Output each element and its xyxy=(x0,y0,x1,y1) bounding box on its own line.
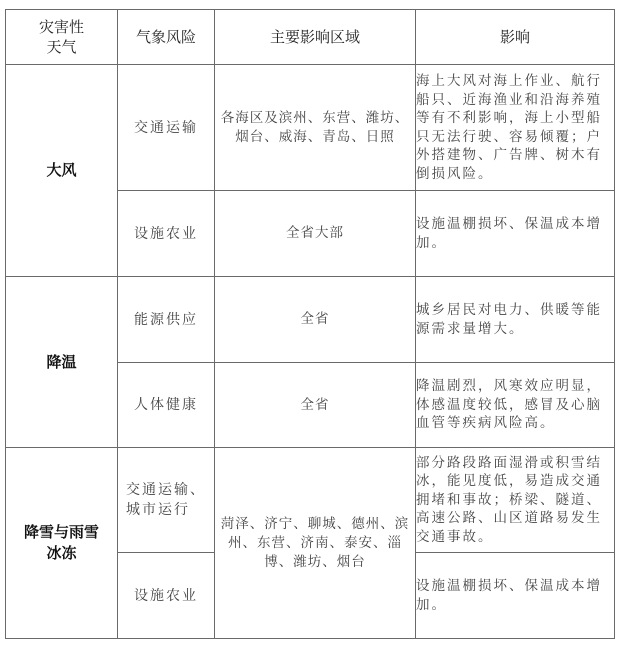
risk-cell: 设施农业 xyxy=(118,553,215,639)
header-hazard-line2: 天气 xyxy=(46,38,77,56)
table-row xyxy=(6,448,615,553)
region-cell: 全省 xyxy=(215,363,416,448)
table-row xyxy=(6,65,615,191)
impact-cell: 海上大风对海上作业、航行船只、近海渔业和沿海养殖等有不利影响，海上小型船只无法行驶、容易倾覆；户外搭建物、广告牌、树木有倒损风险。 xyxy=(416,65,615,191)
risk-cell: 能源供应 xyxy=(118,277,215,363)
impact-cell: 设施温棚损坏、保温成本增加。 xyxy=(416,553,615,639)
hazard-cell: 降雪与雨雪冰冻 xyxy=(6,448,118,639)
header-hazard xyxy=(6,10,118,65)
impact-cell: 降温剧烈，风寒效应明显，体感温度较低，感冒及心脑血管等疾病风险高。 xyxy=(416,363,615,448)
hazard-cell: 大风 xyxy=(6,65,118,277)
impact-cell: 部分路段路面湿滑或积雪结冰，能见度低，易造成交通拥堵和事故；桥梁、隧道、高速公路、山区道路易发生交通事故。 xyxy=(416,448,615,553)
impact-cell: 设施温棚损坏、保温成本增加。 xyxy=(416,191,615,277)
risk-cell: 设施农业 xyxy=(118,191,215,277)
region-cell: 各海区及滨州、东营、潍坊、烟台、威海、青岛、日照 xyxy=(215,65,416,191)
hazard-cell: 降温 xyxy=(6,277,118,448)
region-cell: 菏泽、济宁、聊城、德州、滨州、东营、济南、泰安、淄博、潍坊、烟台 xyxy=(215,448,416,639)
weather-risk-table xyxy=(5,9,615,639)
table-row xyxy=(6,277,615,363)
header-row xyxy=(6,10,615,65)
risk-cell: 交通运输、城市运行 xyxy=(118,448,215,553)
header-region: 主要影响区域 xyxy=(215,10,416,65)
header-hazard-line1: 灾害性 xyxy=(38,18,84,36)
region-cell: 全省大部 xyxy=(215,191,416,277)
risk-cell: 人体健康 xyxy=(118,363,215,448)
header-risk: 气象风险 xyxy=(118,10,215,65)
impact-cell: 城乡居民对电力、供暖等能源需求量增大。 xyxy=(416,277,615,363)
region-cell: 全省 xyxy=(215,277,416,363)
risk-cell: 交通运输 xyxy=(118,65,215,191)
header-impact: 影响 xyxy=(416,10,615,65)
